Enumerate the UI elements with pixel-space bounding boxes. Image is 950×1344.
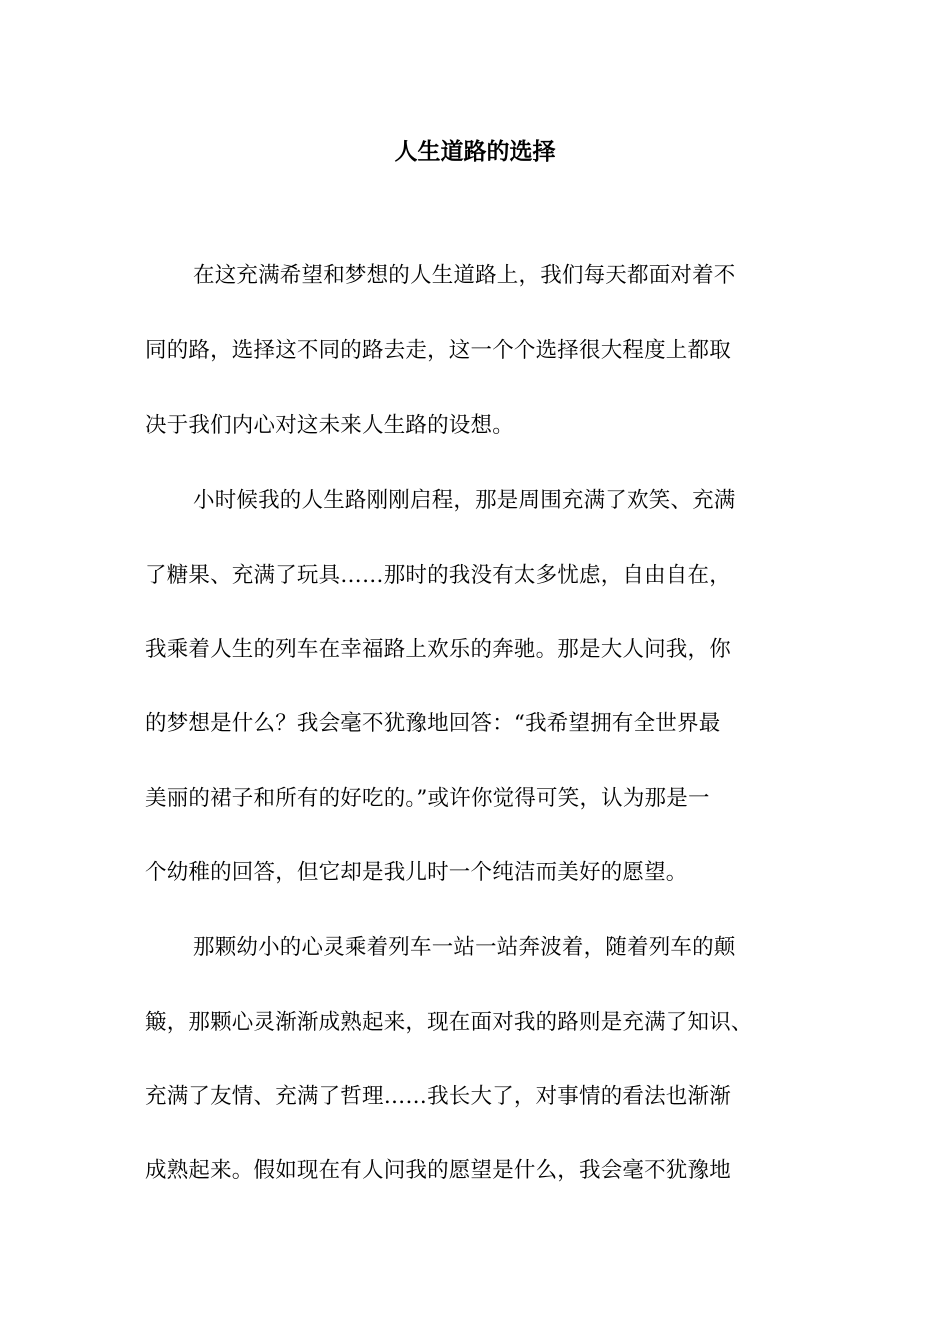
paragraph-1-line-3: 决于我们内心对这未来人生路的设想。: [145, 413, 514, 438]
paragraph-3-line-3: 充满了友情、充满了哲理……我长大了，对事情的看法也渐渐: [145, 1084, 731, 1109]
paragraph-2-line-6: 个幼稚的回答，但它却是我儿时一个纯洁而美好的愿望。: [145, 860, 688, 885]
paragraph-2-line-4: 的梦想是什么？我会毫不犹豫地回答：“我希望拥有全世界最: [145, 711, 721, 736]
paragraph-2-line-5: 美丽的裙子和所有的好吃的。”或许你觉得可笑，认为那是一: [145, 786, 710, 811]
paragraph-3-line-2: 簸，那颗心灵渐渐成熟起来，现在面对我的路则是充满了知识、: [145, 1010, 753, 1035]
paragraph-1-line-1: 在这充满希望和梦想的人生道路上，我们每天都面对着不: [193, 263, 736, 288]
paragraph-3-line-4: 成熟起来。假如现在有人问我的愿望是什么，我会毫不犹豫地: [145, 1158, 731, 1183]
paragraph-1-line-2: 同的路，选择这不同的路去走，这一个个选择很大程度上都取: [145, 338, 731, 363]
document-title: 人生道路的选择: [394, 138, 556, 165]
paragraph-2-line-2: 了糖果、充满了玩具……那时的我没有太多忧虑，自由自在，: [145, 563, 731, 588]
paragraph-3-line-1: 那颗幼小的心灵乘着列车一站一站奔波着，随着列车的颠: [193, 935, 736, 960]
paragraph-2-line-3: 我乘着人生的列车在幸福路上欢乐的奔驰。那是大人问我，你: [145, 637, 731, 662]
paragraph-2-line-1: 小时候我的人生路刚刚启程，那是周围充满了欢笑、充满: [193, 488, 736, 513]
